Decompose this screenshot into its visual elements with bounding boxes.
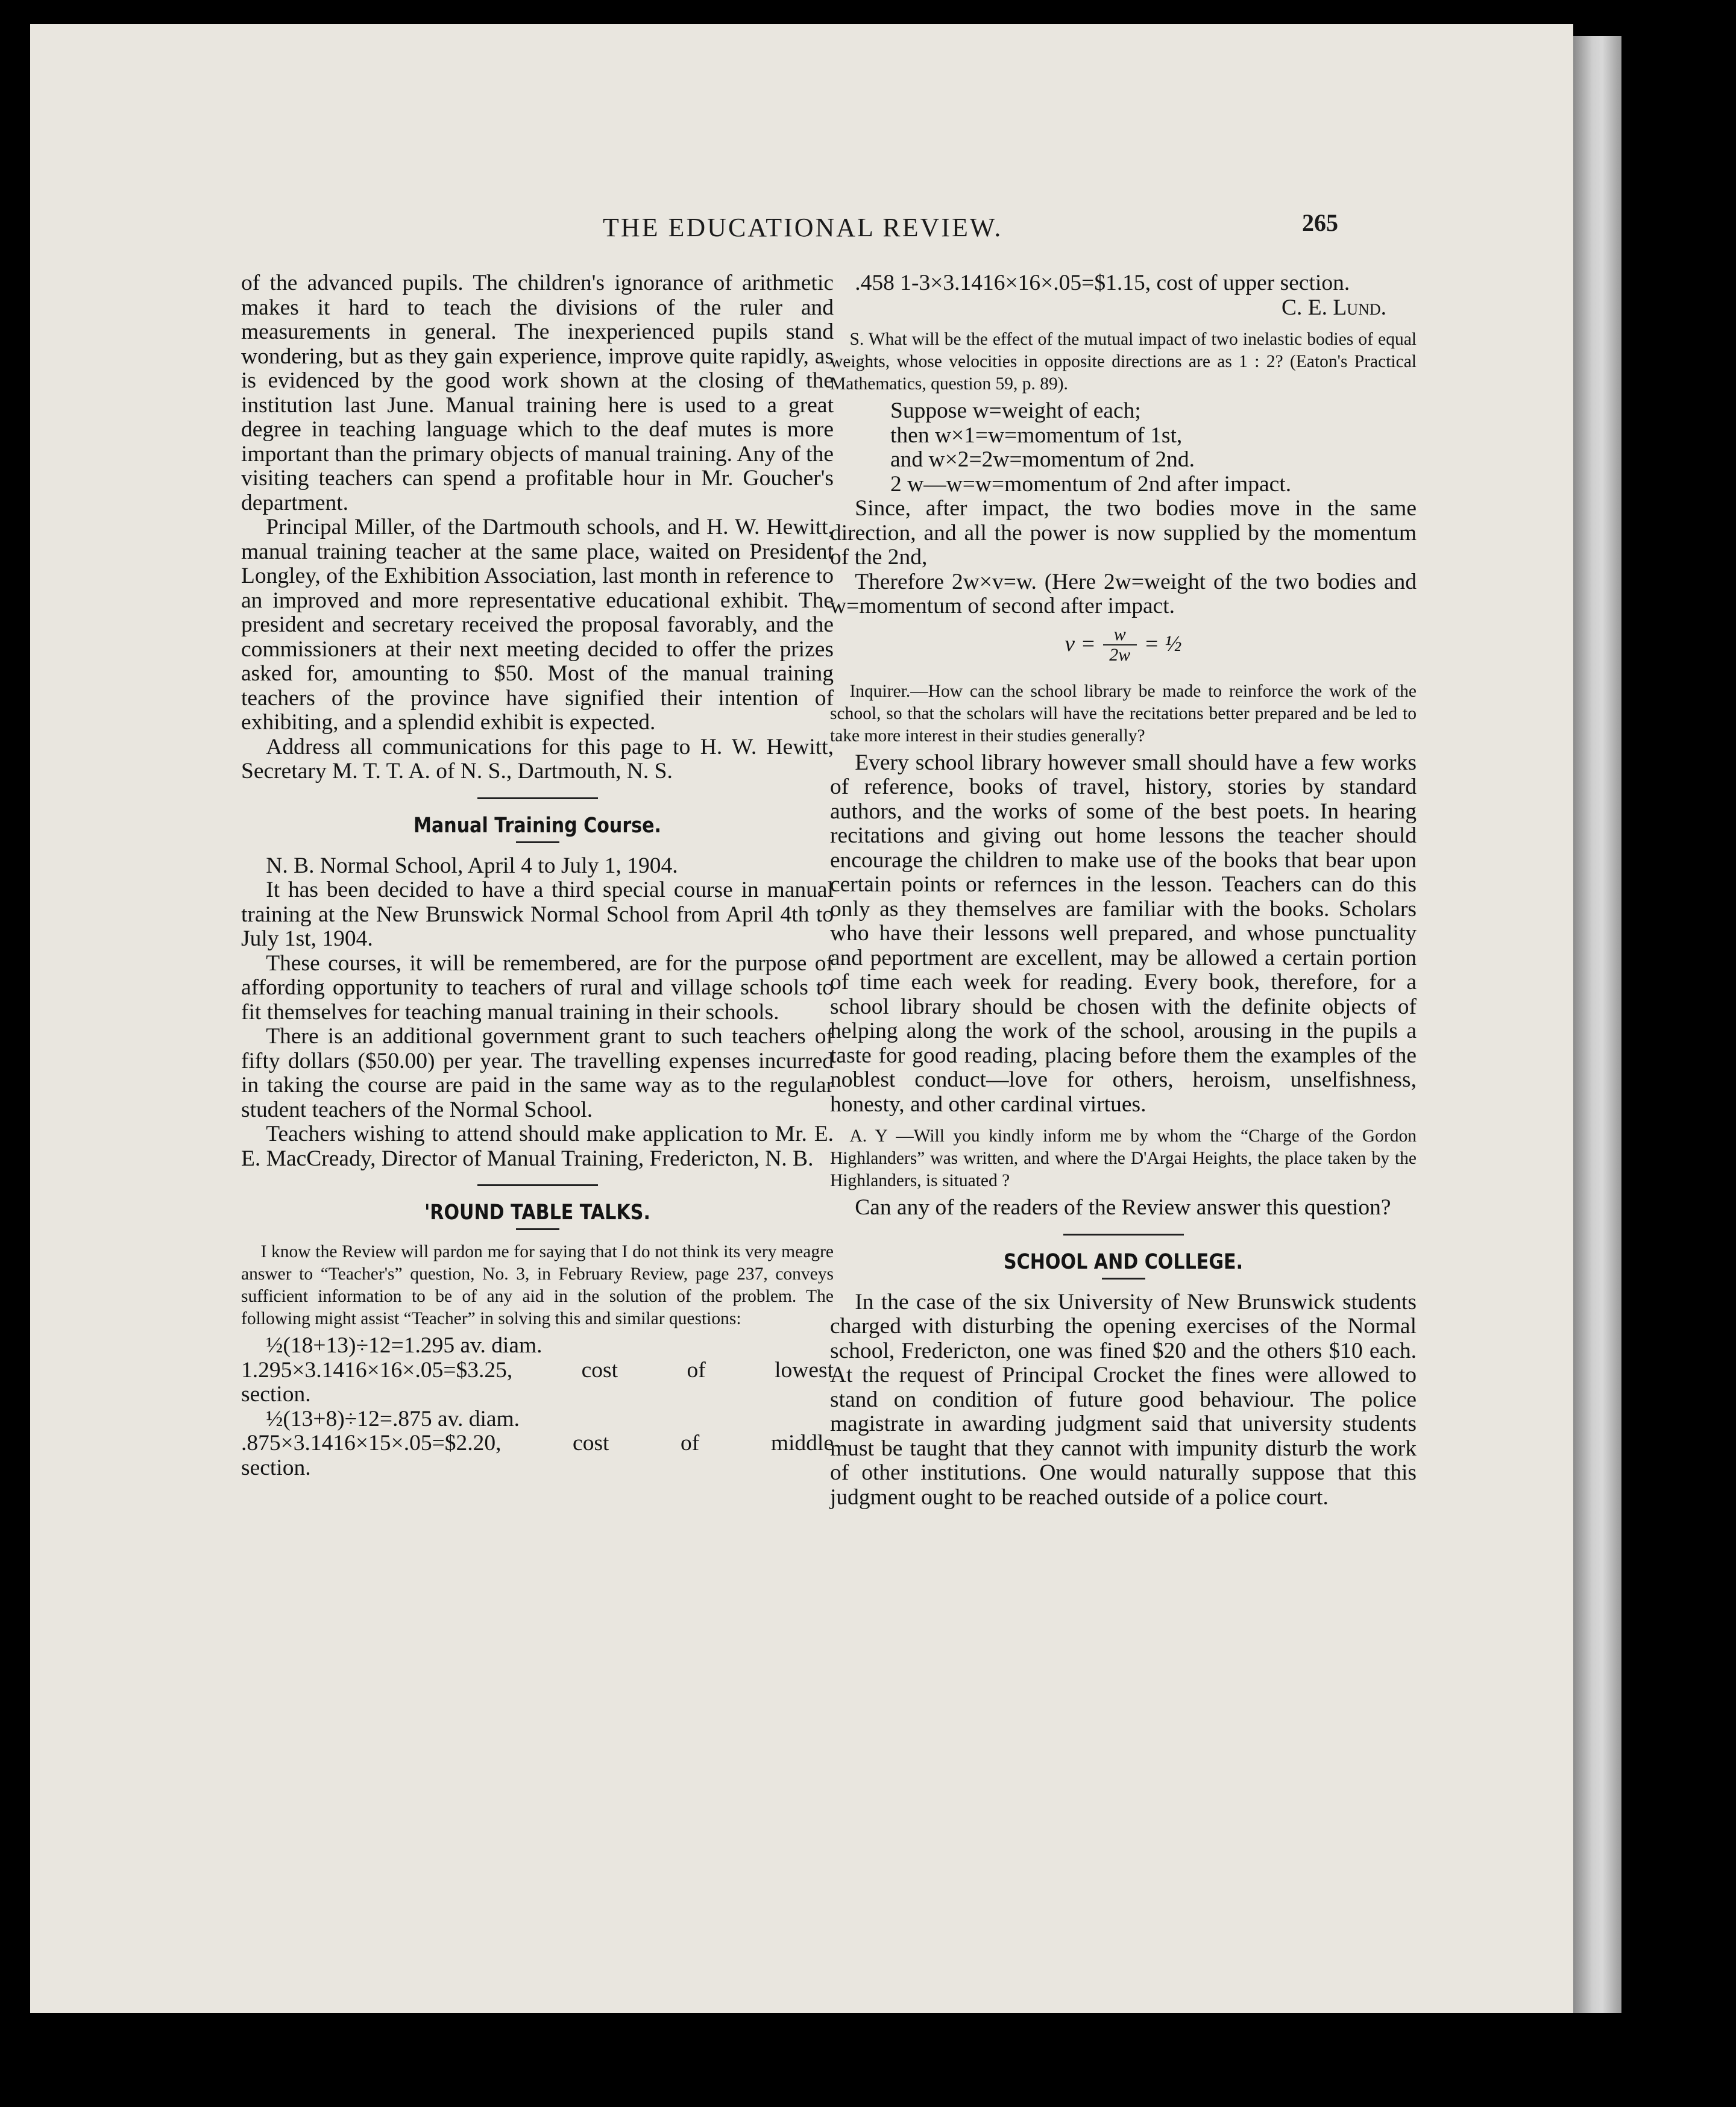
paragraph: There is an additional government grant to such teachers of fifty dollars ($50.00) per year. The travelling expenses incurred in taking the course are paid in the same way as to the regular student teachers of the Normal School. [241,1024,834,1122]
heading-rule [1102,1278,1145,1280]
heading-rule [516,1228,559,1230]
question: Inquirer.—How can the school library be made to reinforce the work of the school, so that the scholars will have the recitations better prepared and be led to take more interest in their studies generally? [830,681,1417,746]
section-divider [477,1184,598,1186]
right-column [830,271,1417,1510]
question: A. Y —Will you kindly inform me by whom the “Charge of the Gordon Highlanders” was written, and where the D'Argai Heights, the place taken by the Highlanders, is situated ? [830,1126,1417,1190]
calculation: .458 1-3×3.1416×16×.05=$1.15, cost of upper section. [855,271,1350,295]
question: S. What will be the effect of the mutual impact of two inelastic bodies of equal weights, whose velocities in opposite directions are as 1 : 2? (Eaton's Practical Mathematics, question 59, p. 89). [830,330,1417,394]
math-line: and w×2=2w=momentum of 2nd. [890,447,1195,472]
page-number: 265 [1302,209,1338,236]
fraction-equation: v = w 2w = ½ [1065,624,1182,665]
heading-rule [516,841,559,843]
calculation: .875×3.1416×15×.05=$2.20, cost of middle [241,1431,834,1455]
running-title: THE EDUCATIONAL REVIEW. [603,213,1003,242]
paragraph: Address all communications for this page to H. W. Hewitt, Secretary M. T. T. A. of N. S., Dartmouth, N. S. [241,734,834,783]
paragraph: Every school library however small should have a few works of reference, books of travel, history, stories by standard authors, and the works of some of the best poets. In hearing recitations and giving out home lessons the teacher should encourage the children to make use of the books that bear upon certain points or refernces in the lesson. Teachers can do this only as they themselves are familiar with the books. Scholars who have their lessons well prepared, and whose punctuality and peportment are excellent, may be allowed a certain portion of time each week for reading. Every book, therefore, for a school library should be chosen with the definite objects of helping along the work of the school, arousing in the pupils a taste for good reading, placing before them the examples of the noblest conduct—love for others, heroism, unselfishness, honesty, and other cardinal virtues. [830,750,1417,1117]
calculation: section. [241,1455,311,1480]
letter-text: I know the Review will pardon me for saying that I do not think its very meagre answer to “Teacher's” question, No. 3, in February Review, page 237, conveys sufficient information to be of any aid in the solution of the problem. The following might assist “Teacher” in solving this and similar questions: [241,1242,834,1328]
math-line: 2 w—w=w=momentum of 2nd after impact. [890,471,1292,497]
section-heading: Manual Training Course. [414,813,661,838]
book-page-edge [1573,36,1621,2013]
paragraph: Since, after impact, the two bodies move in the same direction, and all the power is now supplied by the momentum of the 2nd, [830,496,1417,570]
paragraph: Principal Miller, of the Dartmouth schools, and H. W. Hewitt, manual training teacher at the same place, waited on President Longley, of the Exhibition Association, last month in reference to an improved and more representative educational exhibit. The president and secretary received the proposal favorably, and the commissioners at their next meeting decided to offer the prizes asked for, amounting to $50. Most of the manual training teachers of the province have signified their intention of exhibiting, and a splendid exhibit is expected. [241,515,834,735]
math-line: then w×1=w=momentum of 1st, [890,422,1183,448]
signature: C. E. Lund. [1281,295,1386,320]
calculation: section. [241,1382,311,1407]
paragraph: In the case of the six University of New Brunswick students charged with disturbing the opening exercises of the Normal school, Fredericton, one was fined $20 and the others $10 each. At the request of Principal Crocket the fines were allowed to stand on condition of future good behaviour. The police magistrate in awarding judgment said that university students must be taught that they cannot with impunity disturb the work of other institutions. One would naturally suppose that this judgment ought to be reached outside of a police court. [830,1289,1417,1510]
paragraph: These courses, it will be remembered, are for the purpose of affording opportunity to teachers of rural and village schools to fit themselves for teaching manual training in their schools. [241,950,834,1025]
paragraph: N. B. Normal School, April 4 to July 1, 1904. [266,853,678,878]
paragraph: Can any of the readers of the Review answer this question? [855,1195,1391,1220]
left-column [241,271,834,1480]
paragraph: Teachers wishing to attend should make application to Mr. E. E. MacCready, Director of Manual Training, Fredericton, N. B. [241,1122,834,1171]
running-header [30,209,1573,248]
section-heading: SCHOOL AND COLLEGE. [1003,1249,1244,1274]
paragraph: of the advanced pupils. The children's ignorance of arithmetic makes it hard to teach the divisions of the ruler and measurements in general. The inexperienced pupils stand wondering, but as they gain experience, improve quite rapidly, as is evidenced by the good work shown at the closing of the institution last June. Manual training here is used to a great degree in teaching language which to the deaf mutes is more important than the primary objects of manual training. Any of the visiting teachers can spend a profitable hour in Mr. Goucher's department. [241,271,834,515]
calculation: ½(18+13)÷12=1.295 av. diam. [266,1333,542,1358]
section-divider [477,797,598,799]
section-heading: 'ROUND TABLE TALKS. [424,1201,650,1225]
calculation: ½(13+8)÷12=.875 av. diam. [266,1406,520,1431]
journal-page [30,24,1573,2013]
paragraph: Therefore 2w×v=w. (Here 2w=weight of the two bodies and w=momentum of second after impact. [830,569,1417,618]
paragraph: It has been decided to have a third special course in manual training at the New Brunswick Normal School from April 4th to July 1st, 1904. [241,878,834,951]
calculation: 1.295×3.1416×16×.05=$3.25, cost of lowest [241,1357,834,1383]
math-line: Suppose w=weight of each; [890,398,1141,423]
section-divider [1063,1234,1184,1236]
